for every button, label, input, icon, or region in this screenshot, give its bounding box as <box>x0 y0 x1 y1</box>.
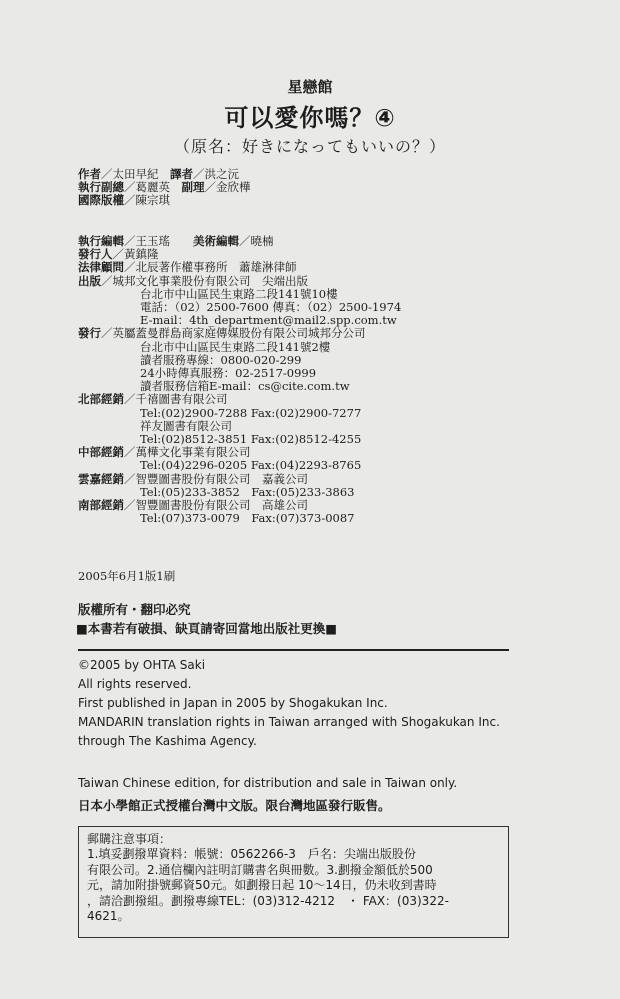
notice-line: 有限公司。2.通信欄內註明訂購書名與冊數。3.劃撥金額低於500 <box>87 862 433 877</box>
credit-line <box>78 275 401 288</box>
defect-notice: ■本書若有破損、缺頁請寄回當地出版社更換■ <box>76 621 338 636</box>
credit-role: 作者 <box>78 167 101 181</box>
credit-line: 讀者服務信箱E-mail：cs@cite.com.tw <box>140 379 350 394</box>
credit-role: 執行編輯 <box>78 234 124 248</box>
credit-line <box>78 327 401 340</box>
divider-rule <box>78 649 509 651</box>
credit-role: 譯者 <box>170 167 193 181</box>
credit-role: 出版 <box>78 273 101 288</box>
credit-value: ／智豐圖書股份有限公司 嘉義公司 <box>124 471 308 486</box>
credit-value: ／曉楠 <box>239 234 274 248</box>
credit-line: 讀者服務專線：0800-020-299 <box>140 352 302 367</box>
credit-line: Tel:(02)8512-3851 Fax:(02)8512-4255 <box>140 432 362 447</box>
credit-line <box>78 194 251 207</box>
authorized-edition-cn: 日本小學館正式授權台灣中文版。限台灣地區發行販售。 <box>78 798 391 813</box>
credit-line <box>78 393 401 406</box>
credits-main <box>78 235 401 525</box>
credit-value: ／黃鎮隆 <box>112 247 159 262</box>
credit-role: 美術編輯 <box>193 234 239 248</box>
credit-line: Tel:(07)373-0079 Fax:(07)373-0087 <box>140 511 355 526</box>
credit-value: ／太田早紀 <box>101 167 159 181</box>
credit-role: 副理 <box>181 180 205 195</box>
edition-line: 2005年6月1版1刷 <box>78 569 176 583</box>
credit-role: 南部經銷 <box>78 498 124 513</box>
notice-heading: 郵購注意事項： <box>87 832 172 846</box>
credit-value: ／葛麗英 <box>124 180 170 195</box>
credit-line <box>78 473 401 486</box>
credit-line: Tel:(05)233-3852 Fax:(05)233-3863 <box>140 484 355 499</box>
credit-line: 台北市中山區民生東路二段141號10樓 <box>140 286 338 301</box>
credit-value: ／王玉瑤 <box>124 234 182 248</box>
credit-line: Tel:(04)2296-0205 Fax:(04)2293-8765 <box>140 458 362 473</box>
credit-value: ／英屬蓋曼群島商家庭傳媒股份有限公司城邦分公司 <box>101 326 366 341</box>
credit-line: E-mail：4th_department@mail2.spp.com.tw <box>140 313 397 328</box>
credit-line: Tel:(02)2900-7288 Fax:(02)2900-7277 <box>140 405 362 420</box>
taiwan-edition-line: Taiwan Chinese edition, for distribution and sale in Taiwan only. <box>78 776 458 790</box>
credit-role: 法律顧問 <box>78 260 124 275</box>
credit-value: ／北辰著作權事務所 蕭雄淋律師 <box>124 260 297 275</box>
publisher-line: 星戀館 <box>287 78 333 96</box>
credit-role: 執行副總 <box>78 180 124 195</box>
english-copyright-block <box>78 656 500 751</box>
credit-value: ／洪之沅 <box>193 167 239 181</box>
credit-role: 國際版權 <box>78 193 124 208</box>
rights-reserved-cn: 版權所有・翻印必究 <box>78 602 191 617</box>
credit-value: ／金欣樺 <box>204 180 251 195</box>
credits-top <box>78 168 251 208</box>
notice-line: 1.填妥劃撥單資料：帳號：0562266-3 戶名：尖端出版股份 <box>87 847 416 862</box>
credit-line: 電話：（02）2500-7600 傳真：（02）2500-1974 <box>140 300 402 315</box>
credit-role: 中部經銷 <box>78 445 124 460</box>
credit-role: 發行 <box>78 326 101 341</box>
mail-order-notice-box <box>78 826 509 938</box>
book-title: 可以愛你嗎？④ <box>224 104 396 132</box>
credit-value: ／萬樺文化事業有限公司 <box>124 445 251 460</box>
first-published-line: First published in Japan in 2005 by Shogakukan Inc. <box>78 696 388 710</box>
original-title: （原名：好きになってもいいの？） <box>173 137 446 156</box>
rights-line: All rights reserved. <box>78 677 192 691</box>
credit-line: 祥友圖書有限公司 <box>140 418 232 433</box>
credit-line: 台北市中山區民生東路二段141號2樓 <box>140 339 331 354</box>
credit-line: 24小時傳真服務：02-2517-0999 <box>140 366 317 381</box>
credit-value: ／千禧圖書有限公司 <box>124 392 228 407</box>
copyright-line: ©2005 by OHTA Saki <box>78 658 206 672</box>
credit-role: 北部經銷 <box>78 392 124 407</box>
notice-line: 4621。 <box>87 909 130 924</box>
credit-value: ／城邦文化事業股份有限公司 尖端出版 <box>101 273 308 288</box>
agency-line: through The Kashima Agency. <box>78 734 257 748</box>
credit-role: 雲嘉經銷 <box>78 471 124 486</box>
notice-line: 元，請加附掛號郵資50元。如劃撥日起 10～14日，仍未收到書時 <box>87 878 437 893</box>
credit-value: ／陳宗琪 <box>124 193 170 208</box>
notice-line: ，請洽劃撥組。劃撥專線TEL：(03)312-4212 ・ FAX：(03)322- <box>87 893 449 908</box>
translation-rights-line: MANDARIN translation rights in Taiwan arranged with Shogakukan Inc. <box>78 715 500 729</box>
credit-role: 發行人 <box>78 247 113 262</box>
credit-value: ／智豐圖書股份有限公司 高雄公司 <box>124 498 308 513</box>
